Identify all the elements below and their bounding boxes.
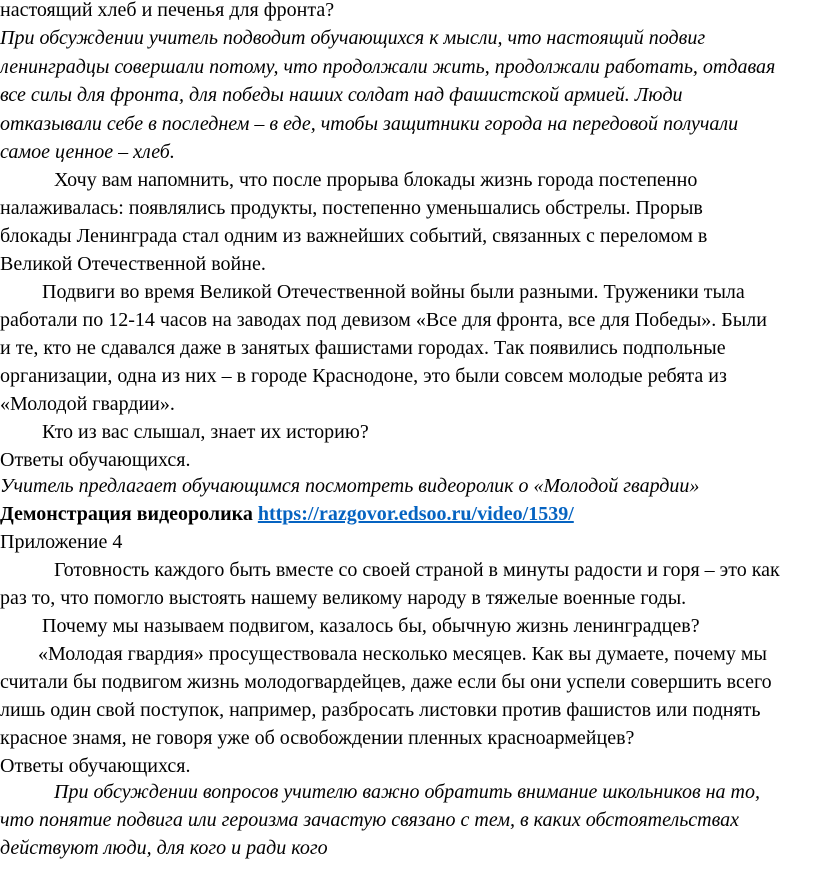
appendix-label: Приложение 4 [0, 531, 123, 553]
text-line: организации, одна из них – в городе Краснодоне, это были совсем молодые ребята из [0, 365, 727, 387]
text-line: блокады Ленинграда стал одним из важнейших событий, связанных с переломом в [0, 225, 708, 247]
italic-text-line: При обсуждении учитель подводит обучающихся к мысли, что настоящий подвиг [0, 27, 706, 49]
text-line: красное знамя, не говоря уже об освобождении пленных красноармейцев? [0, 727, 635, 749]
italic-text-line: что понятие подвига или героизма зачастую связано с тем, в каких обстоятельствах [0, 809, 740, 831]
text-line: считали бы подвигом жизнь молодогвардейцев, даже если бы они успели совершить всего [0, 671, 772, 693]
text-line: Кто из вас слышал, знает их историю? [42, 421, 369, 443]
italic-text-line: действуют люди, для кого и ради кого [0, 837, 328, 859]
text-line: Почему мы называем подвигом, казалось бы, обычную жизнь ленинградцев? [42, 615, 700, 637]
text-line: и те, кто не сдавался даже в занятых фашистами городах. Так появились подпольные [0, 337, 726, 359]
italic-text-line: все силы для фронта, для победы наших солдат над фашистской армией. Люди [0, 84, 683, 106]
text-line: настоящий хлеб и печенья для фронта? [0, 0, 335, 21]
text-line: Подвиги во время Великой Отечественной войны были разными. Труженики тыла [42, 281, 745, 303]
italic-text-line: ленинградцы совершали потому, что продолжали жить, продолжали работать, отдавая [0, 56, 776, 78]
video-link[interactable]: https://razgovor.edsoo.ru/video/1539/ [257, 503, 574, 525]
italic-text-line: отказывали себе в последнем – в еде, чтобы защитники города на передовой получали [0, 113, 739, 135]
text-line: Готовность каждого быть вместе со своей страной в минуты радости и горя – это как [54, 559, 780, 581]
text-line: раз то, что помогло выстоять нашему великому народу в тяжелые военные годы. [0, 587, 687, 609]
text-line: Ответы обучающихся. [0, 755, 191, 777]
demo-label: Демонстрация видеоролика [0, 503, 253, 525]
demo-line [0, 501, 574, 529]
italic-text-line: При обсуждении вопросов учителю важно обратить внимание школьников на то, [54, 781, 760, 803]
text-line: «Молодая гвардия» просуществовала несколько месяцев. Как вы думаете, почему мы [38, 643, 767, 665]
text-line: Ответы обучающихся. [0, 449, 191, 471]
text-line: «Молодой гвардии». [0, 393, 175, 415]
text-line: работали по 12-14 часов на заводах под девизом «Все для фронта, все для Победы». Были [0, 309, 767, 331]
text-line: Хочу вам напомнить, что после прорыва блокады жизнь города постепенно [54, 169, 698, 191]
text-line: налаживалась: появлялись продукты, постепенно уменьшались обстрелы. Прорыв [0, 197, 703, 219]
italic-text-line: Учитель предлагает обучающимся посмотреть видеоролик о «Молодой гвардии» [0, 475, 700, 497]
italic-text-line: самое ценное – хлеб. [0, 141, 175, 163]
text-line: лишь один свой поступок, например, разбросать листовки против фашистов или поднять [0, 699, 761, 721]
text-line: Великой Отечественной войне. [0, 253, 266, 275]
